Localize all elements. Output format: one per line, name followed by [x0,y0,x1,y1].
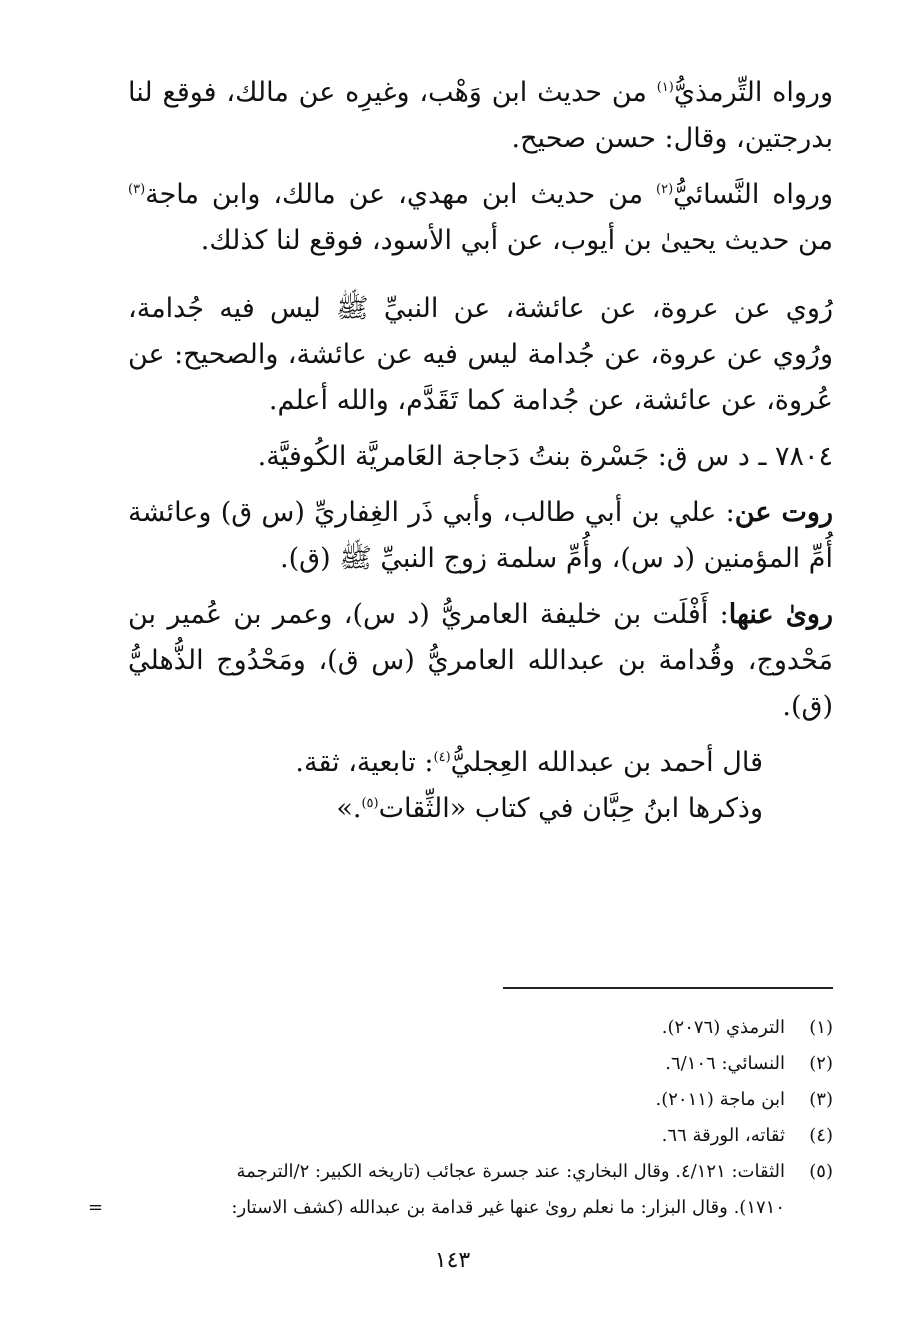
label-narrated-from: روت عن [734,497,834,528]
paragraph-narrated-by [128,592,833,730]
footnote-5-continuation [88,1190,833,1226]
paragraph-narrated-from [128,490,833,582]
page-body [88,70,834,1310]
text: .» [336,793,362,824]
text: من حديث ابن وَهْب، وغيرِه عن مالك، فوقع لنا بدرجتين، وقال: حسن صحيح. [128,77,833,154]
footnote-2 [128,1046,833,1082]
text: : تابعية، ثقة. [295,747,434,778]
footnotes [88,1010,833,1226]
text: من حديث يحيىٰ بن أيوب، عن أبي الأسود، فوقع لنا كذلك. [200,225,833,256]
text: ورواه النَّسائيُّ [673,179,833,210]
text: : أَفْلَت بن خليفة العامريُّ (د س)، وعمر بن عُمير بن مَحْدوج، وقُدامة بن عبدالله العامريُّ (س ق)، ومَحْدُوج الذُّهليُّ (ق). [128,599,833,722]
footnote-number: (٥) [809,1161,833,1182]
footnote-text: الثقات: ٤/١٢١. وقال البخاري: عند جسرة عجائب (تاريخه الكبير: ٢/الترجمة [236,1161,785,1182]
footnote-3 [128,1082,833,1118]
footnote-text: ١٧١٠). وقال البزار: ما نعلم روىٰ عنها غير قدامة بن عبدالله (كشف الاستار: [231,1197,785,1218]
text: وذكرها ابنُ حِبَّان في كتاب «الثِّقات [378,793,763,824]
footnote-ref-3[interactable]: (٣) [128,182,146,197]
paragraph-tirmidhi [128,70,833,162]
footnote-4 [128,1118,833,1154]
footnote-number: (١) [809,1017,833,1038]
footnote-number: (٣) [809,1089,833,1110]
footnote-ref-1[interactable]: (١) [656,80,674,95]
footnote-5 [128,1154,833,1190]
footnote-ref-2[interactable]: (٢) [656,182,674,197]
footnote-text: الترمذي (٢٠٧٦). [661,1017,785,1038]
footnote-ref-5[interactable]: (٥) [361,796,379,811]
paragraph-riwaya: رُوي عن عروة، عن عائشة، عن النبيِّ ﷺ ليس فيه جُدامة، ورُوي عن عروة، عن جُدامة ليس فيه عن عائشة، والصحيح: عن عُروة، عن عائشة، عن جُدامة كما تَقَدَّم، والله أعلم. [128,293,833,416]
text: ورواه التِّرمذيُّ [673,77,833,108]
page-number: ١٤٣ [434,1248,471,1273]
footnote-text: ابن ماجة (٢٠١١). [655,1089,785,1110]
continuation-mark: = [88,1197,104,1218]
text: قال أحمد بن عبدالله العِجليُّ [450,747,763,778]
footnote-text: النسائي: ٦/١٠٦. [665,1053,785,1074]
quote-ibn-hibban [128,786,833,832]
quote-ijli [128,740,833,786]
footnote-ref-4[interactable]: (٤) [433,750,451,765]
footnote-text: ثقاته، الورقة ٦٦. [661,1125,785,1146]
paragraph-nasai [128,172,833,264]
footnote-separator [503,987,833,989]
footnote-1 [128,1010,833,1046]
entry-heading: ٧٨٠٤ ـ د س ق: جَسْرة بنتُ دَجاجة العَامريَّة الكُوفيَّة. [257,441,833,472]
footnote-number: (٤) [809,1125,833,1146]
text: من حديث ابن مهدي، عن مالك، وابن ماجة [145,179,657,210]
text: : علي بن أبي طالب، وأبي ذَر الغِفاريِّ (س ق) وعائشة أُمِّ المؤمنين (د س)، وأُمِّ سلمة زوج النبيِّ ﷺ (ق). [128,497,833,574]
label-narrated-by: روىٰ عنها [728,599,833,630]
footnote-number: (٢) [809,1053,833,1074]
